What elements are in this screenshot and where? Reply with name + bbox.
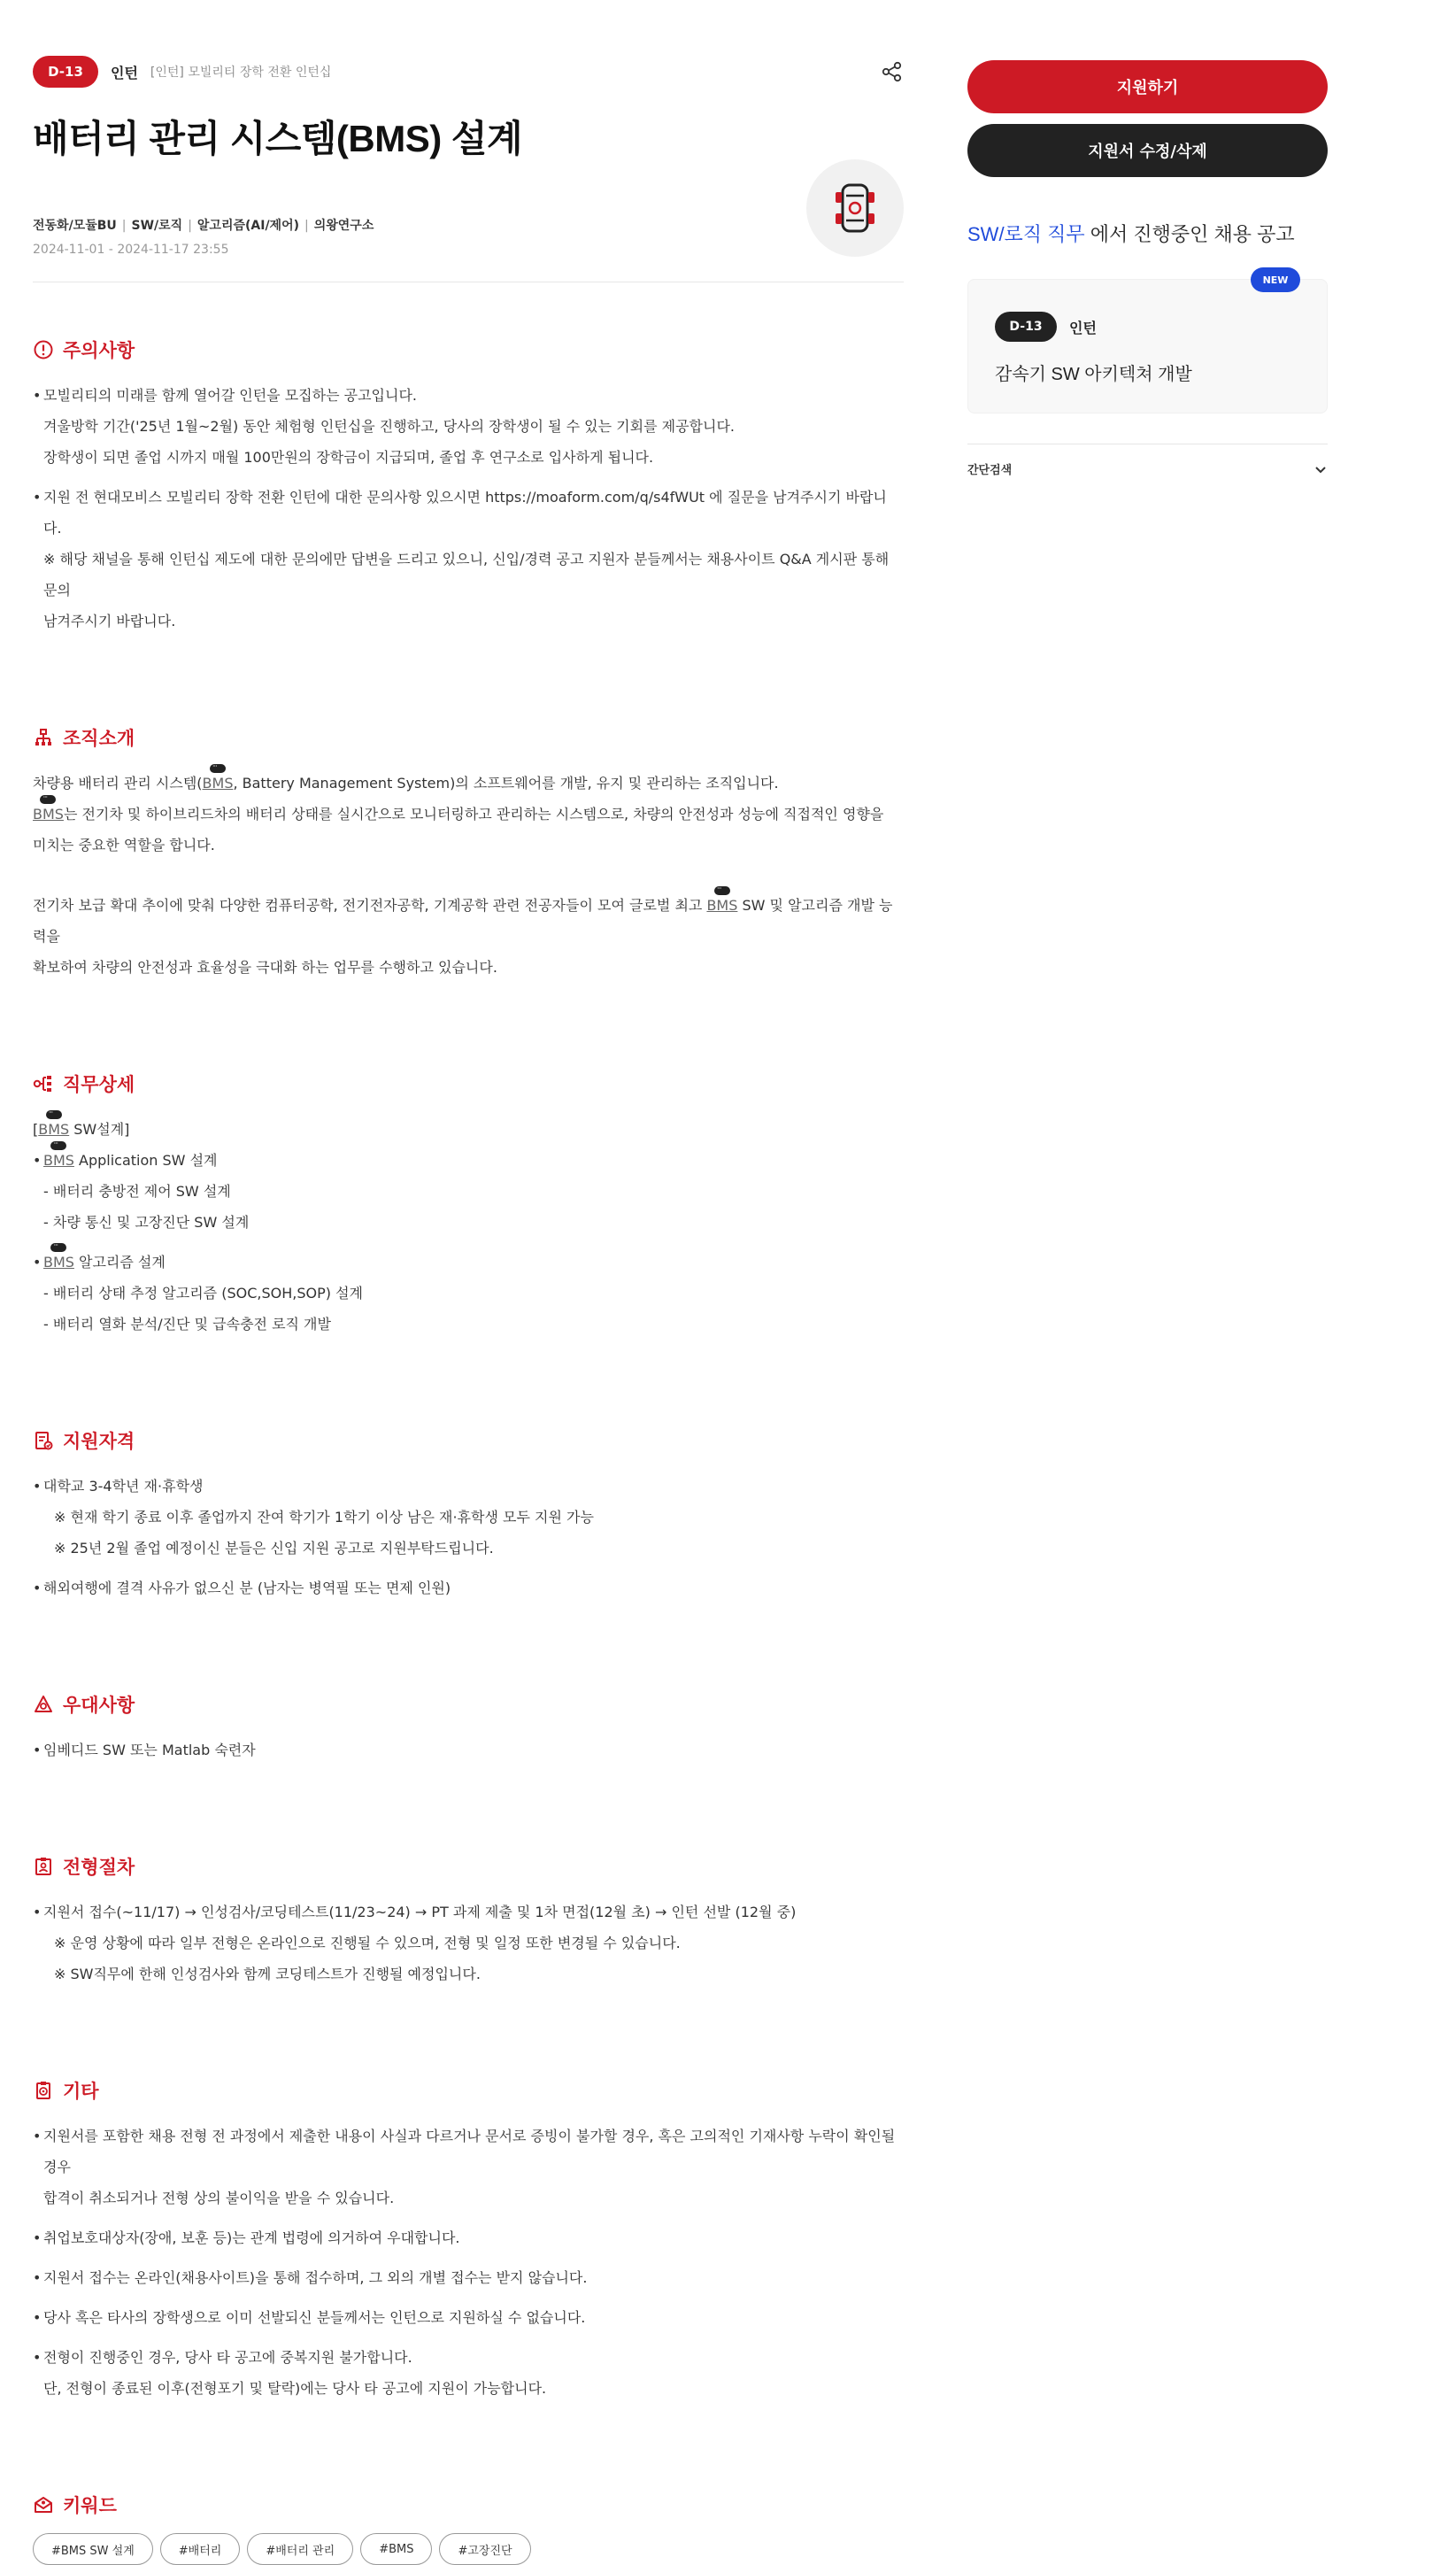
section-notice bbox=[33, 337, 904, 637]
keyword-list bbox=[33, 2533, 904, 2565]
section-title: 키워드 bbox=[63, 2496, 117, 2516]
section-org-intro bbox=[33, 725, 904, 983]
duty-heading: [ ··· BMS SW설계] bbox=[33, 1114, 904, 1145]
keyword-tag[interactable]: #BMS SW 설계 bbox=[33, 2533, 153, 2565]
org-job-family: SW/로직 bbox=[131, 219, 183, 233]
keyword-tag[interactable]: #배터리 관리 bbox=[247, 2533, 353, 2565]
org-intro-paragraph: 전기차 보급 확대 추이에 맞춰 다양한 컴퓨터공학, 전기전자공학, 기계공학 관련 전공자들이 모여 글로벌 최고 ··· BMS SW 및 알고리즘 개발 능력을 bbox=[33, 890, 904, 952]
alert-circle-icon bbox=[33, 339, 54, 360]
process-item: • 지원서 접수(~11/17) → 인성검사/코딩테스트(11/23~24) → PT 과제 제출 및 1차 면접(12월 초) → 인턴 선발 (12월 중) ※ 운영 상황에 따라 일부 전형은 온라인으로 진행될 수 있으며, 전형 및 일정 또한 변경될 수 있습니다. ※ SW직무에 한해 인성검사와 함께 코딩테스트가 진행될 예정입니다. bbox=[33, 1897, 904, 1989]
keyword-tag[interactable]: #배터리 bbox=[160, 2533, 241, 2565]
employment-type: 인턴 bbox=[1069, 319, 1097, 336]
section-title: 지원자격 bbox=[63, 1432, 135, 1452]
org-intro-paragraph: 미치는 중요한 역할을 합니다. bbox=[33, 837, 215, 854]
section-process bbox=[33, 1854, 904, 1989]
section-title: 기타 bbox=[63, 2082, 99, 2102]
section-etc bbox=[33, 2078, 904, 2404]
qualification-icon bbox=[33, 1430, 54, 1451]
etc-item: • 전형이 진행중인 경우, 당사 타 공고에 중복지원 불가합니다. 단, 전형이 종료된 이후(전형포기 및 탈락)에는 당사 타 공고에 지원이 가능합니다. bbox=[33, 2342, 904, 2404]
abbr-tooltip-trigger[interactable]: ··· BMS bbox=[706, 897, 737, 914]
section-title: 우대사항 bbox=[63, 1696, 135, 1716]
job-badge-row bbox=[33, 55, 904, 89]
section-qualification bbox=[33, 1428, 904, 1603]
application-period: 2024-11-01 - 2024-11-17 23:55 bbox=[33, 243, 229, 257]
etc-item: • 지원서를 포함한 채용 전형 전 과정에서 제출한 내용이 사실과 다르거나 문서로 증빙이 불가할 경우, 혹은 고의적인 기재사항 누락이 확인될 경우 합격이 취소되거나 전형 상의 불이익을 받을 수 있습니다. bbox=[33, 2121, 904, 2213]
duty-item: • ··· BMS 알고리즘 설계 - 배터리 상태 추정 알고리즘 (SOC,SOH,SOP) 설계 - 배터리 열화 분석/진단 및 급속충전 로직 개발 bbox=[33, 1247, 904, 1340]
process-icon bbox=[33, 1856, 54, 1877]
dday-badge: D-13 bbox=[995, 312, 1057, 342]
job-detail-icon bbox=[33, 1073, 54, 1094]
related-job-title: 감속기 SW 아키텍쳐 개발 bbox=[995, 365, 1192, 384]
vehicle-icon bbox=[806, 159, 904, 257]
org-intro-paragraph: 차량용 배터리 관리 시스템( ··· BMS, Battery Management System)의 소프트웨어를 개발, 유지 및 관리하는 조직입니다. bbox=[33, 768, 904, 799]
notice-item: • 지원 전 현대모비스 모빌리티 장학 전환 인턴에 대한 문의사항 있으시면 https://moaform.com/q/s4fWUt 에 질문을 남겨주시기 바랍니다. ※ 해당 채널을 통해 인턴십 제도에 대한 문의에만 답변을 드리고 있으니, 신입/경력 공고 지원자 분들께서는 채용사이트 Q&A 게시판 통해 문의 남겨주시기 바랍니다. bbox=[33, 482, 904, 637]
etc-item: • 당사 혹은 타사의 장학생으로 이미 선발되신 분들께서는 인턴으로 지원하실 수 없습니다. bbox=[33, 2302, 904, 2333]
apply-button[interactable]: 지원하기 bbox=[967, 60, 1328, 113]
org-chart-icon bbox=[33, 727, 54, 748]
quick-search-toggle[interactable] bbox=[967, 444, 1328, 493]
qualification-item: • 대학교 3-4학년 재·휴학생 ※ 현재 학기 종료 이후 졸업까지 잔여 학기가 1학기 이상 남은 재·휴학생 모두 지원 가능 ※ 25년 2월 졸업 예정이신 분들은 신입 지원 공고로 지원부탁드립니다. bbox=[33, 1471, 904, 1564]
notice-item: • 모빌리티의 미래를 함께 열어갈 인턴을 모집하는 공고입니다. 겨울방학 기간('25년 1월~2월) 동안 체험형 인턴십을 진행하고, 당사의 장학생이 될 수 있는 기회를 제공합니다. 장학생이 되면 졸업 시까지 매월 100만원의 장학금이 지급되며, 졸업 후 연구소로 입사하게 됩니다. bbox=[33, 380, 904, 473]
preference-item: • 임베디드 SW 또는 Matlab 숙련자 bbox=[33, 1734, 904, 1765]
abbr-tooltip-trigger[interactable]: ··· BMS bbox=[33, 806, 64, 823]
etc-item: • 지원서 접수는 온라인(채용사이트)을 통해 접수하며, 그 외의 개별 접수는 받지 않습니다. bbox=[33, 2262, 904, 2293]
chevron-down-icon bbox=[1313, 462, 1328, 476]
keyword-tag[interactable]: #BMS bbox=[360, 2533, 432, 2565]
quick-search-label: 간단검색 bbox=[967, 464, 1013, 477]
section-title: 조직소개 bbox=[63, 729, 135, 749]
etc-item: • 취업보호대상자(장애, 보훈 등)는 관계 법령에 의거하여 우대합니다. bbox=[33, 2222, 904, 2253]
org-intro-paragraph: 확보하여 차량의 안전성과 효율성을 극대화 하는 업무를 수행하고 있습니다. bbox=[33, 959, 497, 976]
org-division: 전동화/모듈BU bbox=[33, 219, 117, 233]
section-preference bbox=[33, 1692, 904, 1765]
dday-badge: D-13 bbox=[33, 56, 98, 88]
section-keywords bbox=[33, 2492, 904, 2565]
related-jobs-heading: SW/로직 직무 에서 진행중인 채용 공고 bbox=[967, 223, 1295, 245]
sidebar bbox=[967, 60, 1328, 493]
section-title: 전형절차 bbox=[63, 1858, 135, 1878]
etc-icon bbox=[33, 2080, 54, 2101]
abbr-tooltip-trigger[interactable]: ··· BMS bbox=[38, 1121, 69, 1138]
org-location: 의왕연구소 bbox=[313, 219, 374, 233]
keyword-tag[interactable]: #고장진단 bbox=[439, 2533, 530, 2565]
new-badge: NEW bbox=[1251, 267, 1300, 292]
org-intro-paragraph: ··· BMS는 전기차 및 하이브리드차의 배터리 상태를 실시간으로 모니터링하고 관리하는 시스템으로, 차량의 안전성과 성능에 직접적인 영향을 bbox=[33, 799, 904, 830]
org-job-area: 알고리즘(AI/제어) bbox=[196, 219, 300, 233]
share-icon[interactable] bbox=[881, 60, 904, 83]
section-duty bbox=[33, 1071, 904, 1340]
job-tagline: [인턴] 모빌리티 장학 전환 인턴십 bbox=[150, 66, 332, 80]
keyword-icon bbox=[33, 2494, 54, 2515]
qualification-item: • 해외여행에 결격 사유가 없으신 분 (남자는 병역필 또는 면제 인원) bbox=[33, 1572, 904, 1603]
abbr-tooltip-trigger[interactable]: ··· BMS bbox=[203, 775, 234, 792]
edit-application-button[interactable]: 지원서 수정/삭제 bbox=[967, 124, 1328, 177]
org-path: 전동화/모듈BU | SW/로직 | 알고리즘(AI/제어) | 의왕연구소 bbox=[33, 219, 374, 233]
abbr-tooltip-trigger[interactable]: ··· BMS bbox=[43, 1152, 74, 1169]
section-title: 직무상세 bbox=[63, 1075, 135, 1095]
job-title: 배터리 관리 시스템(BMS) 설계 bbox=[33, 118, 523, 159]
preference-icon bbox=[33, 1694, 54, 1715]
employment-type: 인턴 bbox=[111, 64, 138, 81]
section-title: 주의사항 bbox=[63, 341, 135, 361]
related-job-card[interactable] bbox=[967, 274, 1328, 413]
job-detail-main bbox=[33, 55, 904, 2565]
duty-item: • ··· BMS Application SW 설계 - 배터리 충방전 제어 SW 설계 - 차량 통신 및 고장진단 SW 설계 bbox=[33, 1145, 904, 1238]
abbr-tooltip-trigger[interactable]: ··· BMS bbox=[43, 1254, 74, 1271]
